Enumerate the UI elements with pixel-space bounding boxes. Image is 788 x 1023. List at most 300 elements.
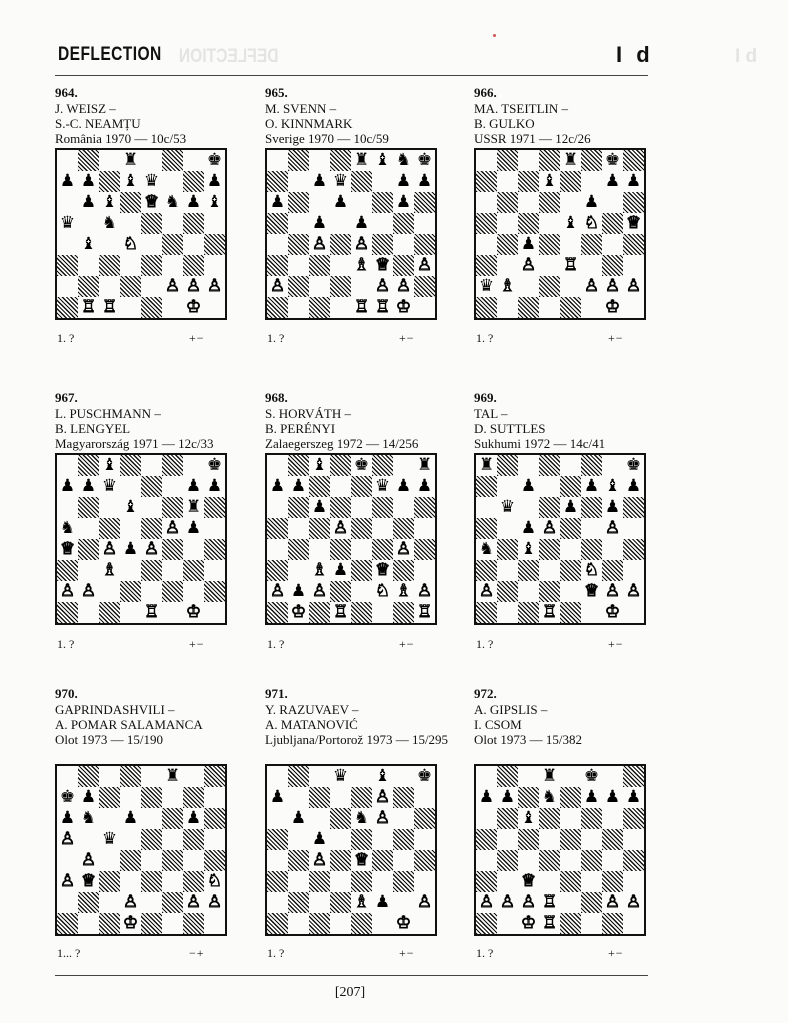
board-square xyxy=(351,297,372,318)
board-square xyxy=(560,171,581,192)
chess-board xyxy=(265,764,437,936)
board-square xyxy=(393,602,414,623)
white-pawn-icon: ♙ xyxy=(309,850,330,871)
black-rook-icon: ♜ xyxy=(414,455,435,476)
board-square xyxy=(288,560,309,581)
board-square xyxy=(78,913,99,934)
black-queen-icon: ♛ xyxy=(330,171,351,192)
white-knight-icon: ♘ xyxy=(581,560,602,581)
board-square xyxy=(267,213,288,234)
board-square xyxy=(623,518,644,539)
board-square xyxy=(518,892,539,913)
source-reference: Zalaegerszeg 1972 — 14/256 xyxy=(265,436,419,451)
move-prompt: 1. ? xyxy=(267,331,285,345)
chess-board xyxy=(55,148,227,320)
puzzle-number: 964. xyxy=(55,85,78,100)
board-square xyxy=(476,476,497,497)
board-square xyxy=(497,808,518,829)
black-knight-icon: ♞ xyxy=(162,192,183,213)
black-queen-icon: ♛ xyxy=(372,476,393,497)
board-square xyxy=(393,171,414,192)
board-square xyxy=(602,787,623,808)
board-square xyxy=(414,171,435,192)
board-square xyxy=(309,518,330,539)
board-square xyxy=(497,892,518,913)
move-prompt: 1. ? xyxy=(267,637,285,651)
white-queen-icon: ♕ xyxy=(141,192,162,213)
white-pawn-icon: ♙ xyxy=(267,276,288,297)
board-square xyxy=(330,297,351,318)
white-pawn-icon: ♙ xyxy=(99,539,120,560)
board-square xyxy=(623,871,644,892)
board-square xyxy=(476,297,497,318)
board-square xyxy=(518,871,539,892)
board-square xyxy=(330,518,351,539)
board-square xyxy=(57,808,78,829)
white-player: A. GIPSLIS – xyxy=(474,702,548,717)
puzzle-number: 965. xyxy=(265,85,288,100)
board-square xyxy=(120,297,141,318)
board-square xyxy=(518,150,539,171)
board-square xyxy=(581,913,602,934)
board-square xyxy=(372,602,393,623)
black-pawn-icon: ♟ xyxy=(183,808,204,829)
board-square xyxy=(183,297,204,318)
board-square xyxy=(518,913,539,934)
board-square xyxy=(330,787,351,808)
board-square xyxy=(204,892,225,913)
black-queen-icon: ♛ xyxy=(497,497,518,518)
black-pawn-icon: ♟ xyxy=(393,171,414,192)
board-square xyxy=(288,892,309,913)
board-square xyxy=(623,581,644,602)
board-square xyxy=(560,560,581,581)
board-square xyxy=(560,850,581,871)
board-square xyxy=(120,892,141,913)
white-pawn-icon: ♙ xyxy=(518,255,539,276)
board-square xyxy=(581,581,602,602)
board-square xyxy=(99,808,120,829)
board-square xyxy=(78,581,99,602)
board-square xyxy=(581,602,602,623)
board-square xyxy=(288,518,309,539)
puzzle-number: 969. xyxy=(474,390,497,405)
black-knight-icon: ♞ xyxy=(78,808,99,829)
board-square xyxy=(330,539,351,560)
puzzle-5 xyxy=(265,390,455,451)
board-square xyxy=(204,581,225,602)
board-square xyxy=(497,518,518,539)
black-knight-icon: ♞ xyxy=(476,539,497,560)
board-square xyxy=(372,234,393,255)
board-square xyxy=(309,255,330,276)
white-rook-icon: ♖ xyxy=(539,913,560,934)
section-label: I d xyxy=(616,42,654,67)
board-square xyxy=(267,602,288,623)
board-square xyxy=(518,518,539,539)
board-square xyxy=(267,892,288,913)
board-square xyxy=(414,892,435,913)
board-square xyxy=(602,871,623,892)
board-square xyxy=(414,808,435,829)
board-square xyxy=(393,518,414,539)
white-player: GAPRINDASHVILI – xyxy=(55,702,175,717)
board-square xyxy=(623,808,644,829)
board-square xyxy=(393,539,414,560)
board-square xyxy=(560,476,581,497)
board-square xyxy=(560,192,581,213)
board-square xyxy=(497,850,518,871)
board-square xyxy=(476,829,497,850)
white-king-icon: ♔ xyxy=(602,297,623,318)
board-square xyxy=(372,539,393,560)
board-square xyxy=(183,171,204,192)
board-square xyxy=(267,871,288,892)
board-square xyxy=(539,560,560,581)
board-square xyxy=(57,560,78,581)
board-square xyxy=(602,476,623,497)
board-square xyxy=(309,455,330,476)
black-pawn-icon: ♟ xyxy=(581,192,602,213)
board-square xyxy=(204,787,225,808)
board-square xyxy=(581,539,602,560)
board-square xyxy=(120,913,141,934)
black-bishop-icon: ♝ xyxy=(78,234,99,255)
white-player: MA. TSEITLIN – xyxy=(474,101,569,116)
white-pawn-icon: ♙ xyxy=(162,518,183,539)
board-square xyxy=(141,171,162,192)
black-knight-icon: ♞ xyxy=(393,150,414,171)
board-square xyxy=(351,850,372,871)
board-square xyxy=(414,455,435,476)
board-square xyxy=(204,602,225,623)
board-square xyxy=(476,871,497,892)
board-square xyxy=(162,455,183,476)
board-square xyxy=(581,829,602,850)
board-square xyxy=(414,581,435,602)
black-queen-icon: ♛ xyxy=(476,276,497,297)
board-square xyxy=(351,581,372,602)
board-square xyxy=(602,560,623,581)
board-square xyxy=(414,539,435,560)
evaluation: +− xyxy=(608,637,624,651)
puzzle-8 xyxy=(265,686,455,747)
board-square xyxy=(57,192,78,213)
board-square xyxy=(78,892,99,913)
board-square xyxy=(204,255,225,276)
board-square xyxy=(120,850,141,871)
board-square xyxy=(476,892,497,913)
board-square xyxy=(602,892,623,913)
move-prompt: 1... ? xyxy=(57,946,81,960)
board-square xyxy=(414,213,435,234)
board-square xyxy=(581,234,602,255)
board-square xyxy=(602,808,623,829)
black-bishop-icon: ♝ xyxy=(120,171,141,192)
board-square xyxy=(372,871,393,892)
board-square xyxy=(267,455,288,476)
board-square xyxy=(162,171,183,192)
board-square xyxy=(581,171,602,192)
board-square xyxy=(309,850,330,871)
board-square xyxy=(539,787,560,808)
board-square xyxy=(309,892,330,913)
board-square xyxy=(267,255,288,276)
black-pawn-icon: ♟ xyxy=(623,787,644,808)
board-square xyxy=(309,602,330,623)
white-player: L. PUSCHMANN – xyxy=(55,406,161,421)
board-square xyxy=(99,297,120,318)
white-pawn-icon: ♙ xyxy=(602,276,623,297)
board-square xyxy=(623,476,644,497)
board-square xyxy=(57,497,78,518)
source-reference: Olot 1973 — 15/190 xyxy=(55,732,163,747)
board-square xyxy=(539,455,560,476)
board-square xyxy=(204,829,225,850)
board-square xyxy=(602,192,623,213)
black-bishop-icon: ♝ xyxy=(120,497,141,518)
board-square xyxy=(99,829,120,850)
black-rook-icon: ♜ xyxy=(120,150,141,171)
white-pawn-icon: ♙ xyxy=(78,850,99,871)
board-square xyxy=(162,808,183,829)
board-square xyxy=(518,297,539,318)
board-square xyxy=(581,560,602,581)
board-square xyxy=(267,787,288,808)
board-square xyxy=(309,913,330,934)
board-square xyxy=(57,539,78,560)
board-square xyxy=(497,766,518,787)
white-queen-icon: ♕ xyxy=(78,871,99,892)
board-square xyxy=(99,255,120,276)
board-square xyxy=(560,787,581,808)
board-square xyxy=(183,560,204,581)
board-square xyxy=(518,497,539,518)
evaluation: +− xyxy=(189,331,205,345)
board-square xyxy=(602,255,623,276)
board-square xyxy=(351,560,372,581)
black-pawn-icon: ♟ xyxy=(330,192,351,213)
bleed-through-text: DEFLECTION xyxy=(178,46,279,67)
board-square xyxy=(623,560,644,581)
puzzle-number: 971. xyxy=(265,686,288,701)
board-square xyxy=(183,808,204,829)
header-rule xyxy=(55,75,648,76)
board-square xyxy=(602,829,623,850)
source-reference: Ljubljana/Portorož 1973 — 15/295 xyxy=(265,732,449,747)
board-square xyxy=(518,602,539,623)
board-square xyxy=(560,766,581,787)
board-square xyxy=(581,518,602,539)
board-square xyxy=(120,581,141,602)
board-square xyxy=(141,892,162,913)
black-rook-icon: ♜ xyxy=(539,766,560,787)
board-square xyxy=(602,581,623,602)
board-square xyxy=(414,871,435,892)
board-square xyxy=(204,276,225,297)
board-square xyxy=(497,171,518,192)
board-square xyxy=(309,213,330,234)
board-square xyxy=(393,455,414,476)
board-square xyxy=(330,602,351,623)
board-square xyxy=(351,497,372,518)
board-square xyxy=(581,297,602,318)
source-reference: Sukhumi 1972 — 14c/41 xyxy=(474,436,606,451)
board-square xyxy=(330,871,351,892)
white-king-icon: ♔ xyxy=(183,297,204,318)
black-knight-icon: ♞ xyxy=(57,518,78,539)
black-pawn-icon: ♟ xyxy=(267,192,288,213)
board-square xyxy=(162,581,183,602)
white-queen-icon: ♕ xyxy=(581,581,602,602)
black-player: B. LENGYEL xyxy=(55,421,131,436)
board-square xyxy=(309,539,330,560)
board-square xyxy=(78,602,99,623)
board-square xyxy=(497,539,518,560)
board-square xyxy=(372,171,393,192)
board-square xyxy=(183,213,204,234)
board-square xyxy=(162,234,183,255)
board-square xyxy=(288,213,309,234)
board-square xyxy=(183,787,204,808)
board-square xyxy=(204,850,225,871)
board-square xyxy=(267,560,288,581)
board-square xyxy=(57,829,78,850)
board-square xyxy=(393,913,414,934)
board-square xyxy=(162,850,183,871)
move-prompt: 1. ? xyxy=(57,637,75,651)
black-pawn-icon: ♟ xyxy=(623,171,644,192)
black-bishop-icon: ♝ xyxy=(518,808,539,829)
board-square xyxy=(539,871,560,892)
white-pawn-icon: ♙ xyxy=(57,581,78,602)
puzzle-number: 968. xyxy=(265,390,288,405)
board-square xyxy=(581,766,602,787)
board-square xyxy=(351,276,372,297)
board-square xyxy=(162,787,183,808)
board-square xyxy=(141,213,162,234)
board-square xyxy=(393,871,414,892)
board-square xyxy=(539,213,560,234)
board-square xyxy=(57,213,78,234)
board-square xyxy=(141,581,162,602)
board-square xyxy=(99,192,120,213)
black-pawn-icon: ♟ xyxy=(309,213,330,234)
black-queen-icon: ♛ xyxy=(141,171,162,192)
board-square xyxy=(351,787,372,808)
white-rook-icon: ♖ xyxy=(539,892,560,913)
board-square xyxy=(141,850,162,871)
board-square xyxy=(518,476,539,497)
board-square xyxy=(372,276,393,297)
board-square xyxy=(141,602,162,623)
board-square xyxy=(183,766,204,787)
board-square xyxy=(183,150,204,171)
board-square xyxy=(288,787,309,808)
board-square xyxy=(288,476,309,497)
board-square xyxy=(393,150,414,171)
board-square xyxy=(141,255,162,276)
black-pawn-icon: ♟ xyxy=(57,476,78,497)
black-player: D. SUTTLES xyxy=(474,421,546,436)
board-square xyxy=(99,913,120,934)
board-square xyxy=(518,255,539,276)
board-square xyxy=(78,539,99,560)
board-square xyxy=(309,581,330,602)
board-square xyxy=(99,539,120,560)
board-square xyxy=(476,560,497,581)
board-square xyxy=(581,871,602,892)
black-pawn-icon: ♟ xyxy=(120,539,141,560)
board-square xyxy=(351,192,372,213)
black-pawn-icon: ♟ xyxy=(309,829,330,850)
board-square xyxy=(393,581,414,602)
board-square xyxy=(497,255,518,276)
board-square xyxy=(78,871,99,892)
board-square xyxy=(99,581,120,602)
white-pawn-icon: ♙ xyxy=(120,892,141,913)
board-square xyxy=(393,213,414,234)
evaluation: +− xyxy=(399,946,415,960)
board-square xyxy=(141,234,162,255)
board-square xyxy=(309,871,330,892)
board-square xyxy=(57,850,78,871)
board-square xyxy=(78,297,99,318)
board-square xyxy=(372,560,393,581)
board-square xyxy=(497,276,518,297)
board-square xyxy=(414,297,435,318)
white-pawn-icon: ♙ xyxy=(372,276,393,297)
white-pawn-icon: ♙ xyxy=(623,276,644,297)
black-pawn-icon: ♟ xyxy=(288,476,309,497)
board-square xyxy=(267,581,288,602)
board-square xyxy=(120,539,141,560)
board-square xyxy=(309,297,330,318)
board-square xyxy=(351,476,372,497)
board-square xyxy=(57,787,78,808)
board-square xyxy=(141,787,162,808)
board-square xyxy=(476,787,497,808)
board-square xyxy=(623,766,644,787)
board-square xyxy=(581,787,602,808)
white-pawn-icon: ♙ xyxy=(267,581,288,602)
board-square xyxy=(120,766,141,787)
board-square xyxy=(497,455,518,476)
board-square xyxy=(141,150,162,171)
black-king-icon: ♚ xyxy=(414,150,435,171)
board-square xyxy=(602,539,623,560)
board-square xyxy=(162,213,183,234)
board-square xyxy=(78,150,99,171)
white-knight-icon: ♘ xyxy=(581,213,602,234)
bleed-through-section: I d xyxy=(735,46,758,67)
board-square xyxy=(518,192,539,213)
board-square xyxy=(497,497,518,518)
white-pawn-icon: ♙ xyxy=(623,581,644,602)
board-square xyxy=(623,297,644,318)
board-square xyxy=(204,808,225,829)
white-rook-icon: ♖ xyxy=(414,602,435,623)
puzzle-4 xyxy=(55,390,245,451)
black-pawn-icon: ♟ xyxy=(267,787,288,808)
board-square xyxy=(288,171,309,192)
source-reference: România 1970 — 10c/53 xyxy=(55,131,187,146)
board-square xyxy=(204,476,225,497)
board-square xyxy=(623,913,644,934)
white-queen-icon: ♕ xyxy=(623,213,644,234)
board-square xyxy=(141,518,162,539)
white-knight-icon: ♘ xyxy=(204,871,225,892)
